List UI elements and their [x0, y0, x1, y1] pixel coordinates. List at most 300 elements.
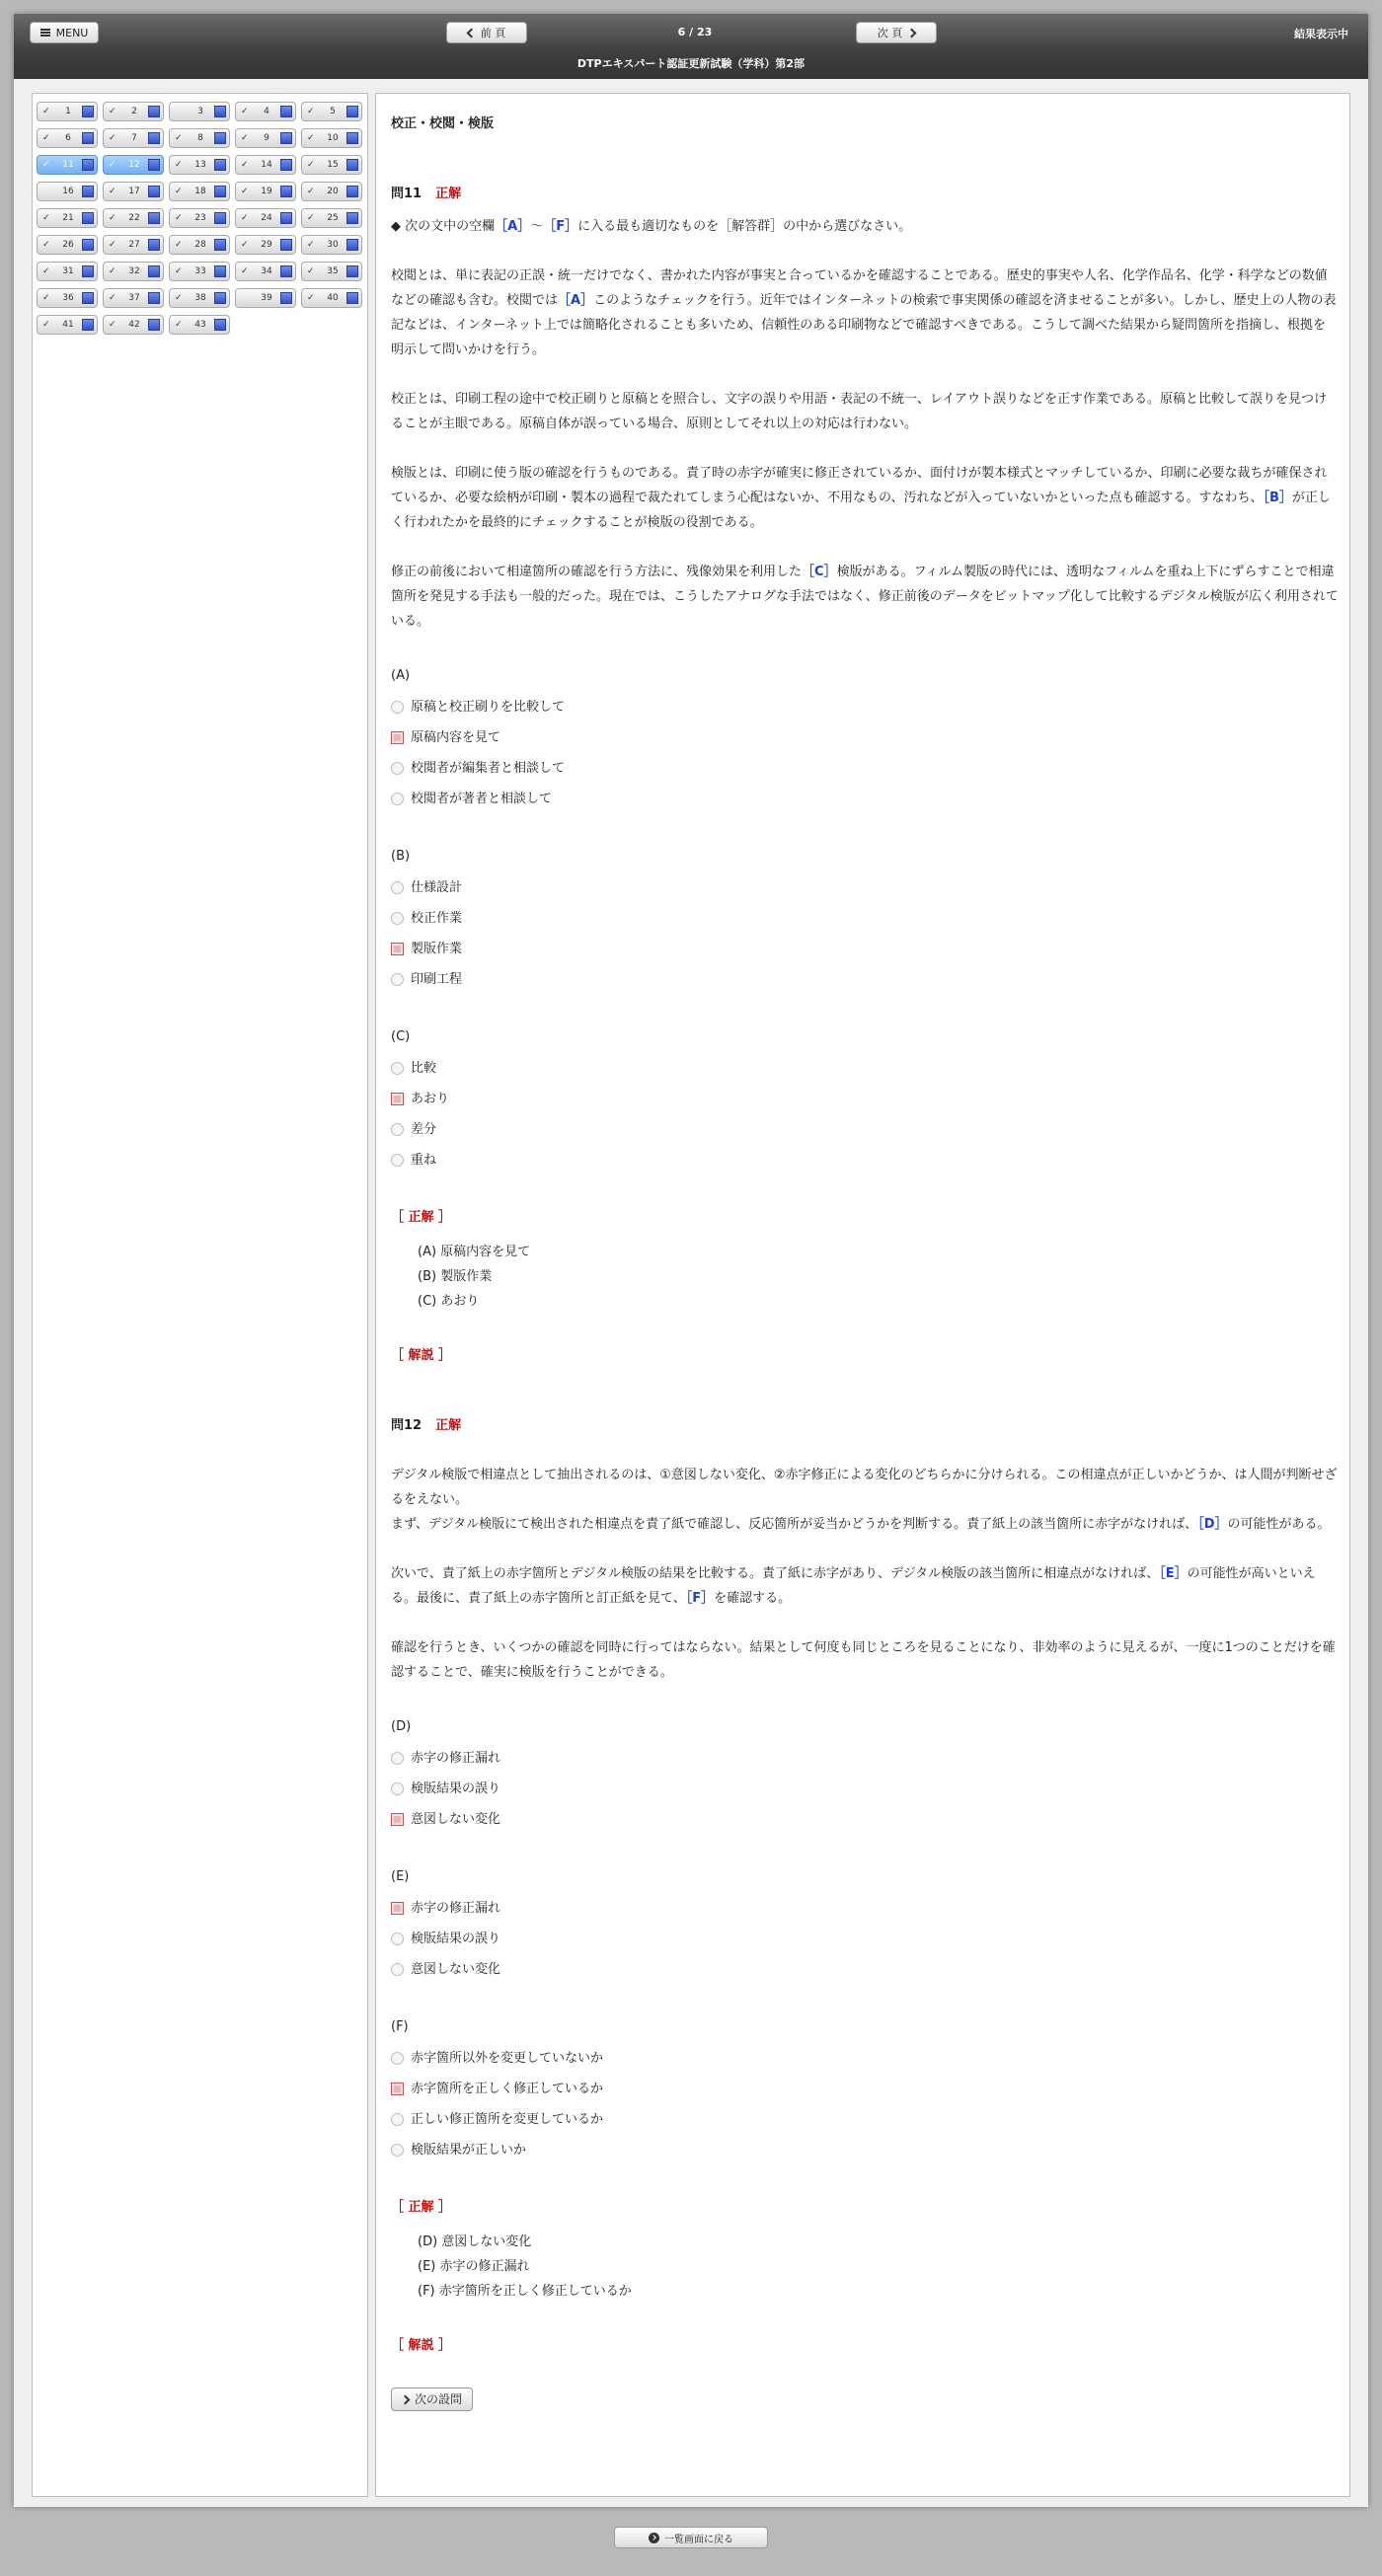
question-button-18[interactable]: [169, 182, 230, 201]
answer-option[interactable]: [391, 1114, 1339, 1145]
option-label: 意図しない変化: [411, 1962, 501, 1977]
option-label: 赤字箇所以外を変更していないか: [411, 2051, 604, 2066]
question-grid: [37, 102, 365, 335]
bookmark-flag-icon: [82, 292, 94, 304]
answer-option[interactable]: [391, 1084, 1339, 1114]
question-number: 39: [261, 293, 272, 303]
answer-option[interactable]: [391, 784, 1339, 814]
question-11-passage: [391, 264, 1339, 634]
question-number: 1: [65, 107, 71, 116]
question-button-31[interactable]: [37, 262, 98, 281]
passage-text: 検版がある。フィルム製版の時代には、透明なフィルムを重ね上下にずらすことで相違箇所を発見する手法も一般的だった。現在では、こうしたアナログな手法ではなく、修正前後のデータをビットマップ化して比較するデジタル検版が広く利用されている。: [391, 565, 1339, 629]
explanation-header: ［ 解説 ］: [391, 2338, 452, 2353]
question-button-11[interactable]: [37, 155, 98, 175]
option-label: 仕様設計: [411, 880, 463, 895]
bookmark-flag-icon: [346, 159, 358, 171]
question-12-choices: [391, 1714, 1339, 2165]
answer-option[interactable]: [391, 1924, 1339, 1954]
check-icon: ✓: [307, 107, 315, 116]
radio-icon: [391, 881, 404, 894]
back-to-list-button[interactable]: [614, 2527, 768, 2548]
check-icon: ✓: [42, 293, 50, 303]
question-12-passage: [391, 1463, 1339, 1685]
passage-text: 確認を行うとき、いくつかの確認を同時に行ってはならない。結果として何度も同じところを見ることになり、非効率のように見えるが、一度に1つのことだけを確認することで、確実に検版を行うことができる。: [391, 1640, 1336, 1680]
question-number: 26: [62, 240, 74, 250]
option-label: 検版結果の誤り: [411, 1781, 501, 1796]
question-button-9[interactable]: [235, 128, 296, 148]
question-number: 8: [197, 133, 203, 143]
bookmark-flag-icon: [214, 319, 226, 331]
question-button-33[interactable]: [169, 262, 230, 281]
explanation-header: ［ 解説 ］: [391, 1348, 452, 1363]
question-button-36[interactable]: [37, 288, 98, 308]
question-button-15[interactable]: [301, 155, 362, 175]
radio-icon: [391, 793, 404, 805]
question-button-40[interactable]: [301, 288, 362, 308]
question-button-26[interactable]: [37, 235, 98, 255]
menu-label: MENU: [55, 26, 89, 39]
question-button-41[interactable]: [37, 315, 98, 335]
bookmark-flag-icon: [148, 106, 160, 117]
radio-icon: [391, 1154, 404, 1167]
prev-page-button[interactable]: [446, 22, 527, 43]
correct-answer-item: (E) 赤字の修正漏れ: [418, 2259, 530, 2274]
option-label: 校閲者が著者と相談して: [411, 792, 553, 806]
question-number: 10: [327, 133, 339, 143]
answer-option[interactable]: [391, 2135, 1339, 2165]
answer-group: [391, 844, 1339, 995]
question-button-8[interactable]: [169, 128, 230, 148]
question-button-13[interactable]: [169, 155, 230, 175]
check-icon: ✓: [109, 107, 116, 116]
question-button-39[interactable]: [235, 288, 296, 308]
passage-text: 修正の前後において相違箇所の確認を行う方法に、残像効果を利用した: [391, 565, 803, 579]
answer-option[interactable]: [391, 1804, 1339, 1835]
check-icon: ✓: [241, 133, 249, 143]
question-number: 23: [194, 213, 206, 223]
bookmark-flag-icon: [214, 106, 226, 117]
question-number: 14: [261, 160, 272, 170]
passage-text: の可能性が高いといえる。最後に、責了紙上の赤字箇所と訂正紙を見て、: [391, 1566, 1316, 1606]
passage-paragraph: [391, 1463, 1339, 1537]
question-number: 35: [327, 266, 339, 276]
question-button-20[interactable]: [301, 182, 362, 201]
bookmark-flag-icon: [82, 212, 94, 224]
passage-paragraph: [391, 461, 1339, 535]
answer-option[interactable]: [391, 1743, 1339, 1774]
question-button-34[interactable]: [235, 262, 296, 281]
option-label: 印刷工程: [411, 972, 463, 987]
question-button-12[interactable]: [103, 155, 164, 175]
question-button-30[interactable]: [301, 235, 362, 255]
radio-icon: [391, 1782, 404, 1795]
passage-text: 校閲とは、単に表記の正誤・統一だけでなく、書かれた内容が事実と合っているかを確認することである。歴史的事実や人名、化学作品名、化学・科学などの数値などの確認も含む。校閲では: [391, 268, 1328, 308]
question-button-25[interactable]: [301, 208, 362, 228]
result-badge: 正解: [435, 187, 462, 201]
passage-paragraph: [391, 1635, 1339, 1685]
next-page-button[interactable]: [856, 22, 937, 43]
question-button-5[interactable]: [301, 102, 362, 121]
blank-marker: ［A］: [558, 293, 594, 308]
question-number: 24: [261, 213, 272, 223]
bookmark-flag-icon: [346, 265, 358, 277]
answer-option[interactable]: [391, 1893, 1339, 1924]
option-label: 検版結果が正しいか: [411, 2143, 527, 2158]
question-number: 16: [62, 187, 74, 196]
question-navigator: [32, 93, 368, 2497]
check-icon: ✓: [241, 266, 249, 276]
check-icon: ✓: [42, 240, 50, 250]
passage-text: の可能性がある。: [1227, 1517, 1331, 1532]
bookmark-flag-icon: [280, 239, 292, 251]
blank-marker: ［E］: [1159, 1566, 1188, 1581]
radio-icon: [391, 762, 404, 775]
radio-icon: [391, 1062, 404, 1075]
option-label: 比較: [411, 1061, 437, 1076]
option-label: 製版作業: [411, 942, 463, 956]
check-icon: ✓: [109, 293, 116, 303]
question-number: 21: [62, 213, 74, 223]
selected-answer-icon: [391, 1093, 404, 1105]
passage-text: デジタル検版で相違点として抽出されるのは、①意図しない変化、②赤字修正による変化のどちらかに分けられる。この相違点が正しいかどうか、は人間が判断せざるをえない。: [391, 1468, 1338, 1507]
bookmark-flag-icon: [148, 239, 160, 251]
check-icon: ✓: [307, 293, 315, 303]
check-icon: ✓: [42, 266, 50, 276]
check-icon: ✓: [241, 240, 249, 250]
menu-icon: [40, 29, 50, 37]
answer-option[interactable]: [391, 722, 1339, 753]
radio-icon: [391, 1123, 404, 1136]
question-number: 5: [330, 107, 336, 116]
question-instruction: [391, 214, 1339, 239]
question-button-16[interactable]: [37, 182, 98, 201]
bookmark-flag-icon: [148, 212, 160, 224]
passage-paragraph: [391, 1561, 1339, 1611]
question-button-22[interactable]: [103, 208, 164, 228]
answer-option[interactable]: [391, 903, 1339, 934]
question-number: 20: [327, 187, 339, 196]
check-icon: ✓: [109, 213, 116, 223]
bookmark-flag-icon: [82, 265, 94, 277]
check-icon: ✓: [307, 240, 315, 250]
question-number: 36: [62, 293, 74, 303]
question-12-header: [391, 1413, 1339, 1438]
option-label: 赤字の修正漏れ: [411, 1751, 501, 1766]
option-label: 正しい修正箇所を変更しているか: [411, 2112, 604, 2127]
answer-option[interactable]: [391, 2074, 1339, 2104]
question-number: 27: [128, 240, 140, 250]
question-number: 7: [131, 133, 137, 143]
option-label: 原稿と校正刷りを比較して: [411, 700, 566, 715]
question-number: 33: [194, 266, 206, 276]
blank-marker: ［F］: [685, 1591, 715, 1606]
bookmark-flag-icon: [214, 159, 226, 171]
passage-text: 校正とは、印刷工程の途中で校正刷りと原稿とを照合し、文字の誤りや用語・表記の不統一、レイアウト誤りなどを正す作業である。原稿と比較して誤りを見つけることが主眼である。原稿自体が誤っている場合、原則としてそれ以上の対応は行わない。: [391, 392, 1327, 431]
question-button-17[interactable]: [103, 182, 164, 201]
bookmark-flag-icon: [148, 265, 160, 277]
question-number: 12: [128, 160, 140, 170]
chevron-right-icon: [401, 2394, 411, 2404]
check-icon: ✓: [109, 187, 116, 196]
selected-answer-icon: [391, 731, 404, 744]
question-button-38[interactable]: [169, 288, 230, 308]
answer-group-label: (C): [391, 1029, 411, 1044]
option-label: 赤字箇所を正しく修正しているか: [411, 2082, 604, 2096]
answer-option[interactable]: [391, 1053, 1339, 1084]
passage-paragraph: [391, 560, 1339, 634]
answer-option[interactable]: [391, 692, 1339, 722]
question-number: 38: [194, 293, 206, 303]
radio-icon: [391, 912, 404, 925]
answer-option[interactable]: [391, 934, 1339, 964]
question-button-3[interactable]: [169, 102, 230, 121]
check-icon: ✓: [175, 293, 183, 303]
question-number: 6: [65, 133, 71, 143]
question-button-1[interactable]: [37, 102, 98, 121]
question-number: 34: [261, 266, 272, 276]
answer-group: [391, 2014, 1339, 2165]
check-icon: ✓: [307, 213, 315, 223]
bookmark-flag-icon: [280, 186, 292, 197]
question-number: 28: [194, 240, 206, 250]
answer-option[interactable]: [391, 1954, 1339, 1985]
bookmark-flag-icon: [346, 132, 358, 144]
check-icon: ✓: [42, 133, 50, 143]
question-button-24[interactable]: [235, 208, 296, 228]
radio-icon: [391, 1932, 404, 1945]
radio-icon: [391, 1752, 404, 1765]
question-number: 17: [128, 187, 140, 196]
question-number: 22: [128, 213, 140, 223]
check-icon: ✓: [42, 213, 50, 223]
bookmark-flag-icon: [280, 106, 292, 117]
question-button-21[interactable]: [37, 208, 98, 228]
bookmark-flag-icon: [280, 159, 292, 171]
correct-answer-item: (A) 原稿内容を見て: [418, 1245, 531, 1259]
bookmark-flag-icon: [346, 292, 358, 304]
check-icon: ✓: [175, 320, 183, 330]
check-icon: ✓: [175, 187, 183, 196]
header-bar: [14, 14, 1368, 79]
check-icon: ✓: [175, 213, 183, 223]
option-label: あおり: [411, 1092, 450, 1106]
check-icon: ✓: [307, 160, 315, 170]
check-icon: ✓: [175, 160, 183, 170]
check-icon: ✓: [241, 107, 249, 116]
prev-page-label: 前 頁: [480, 27, 506, 39]
bookmark-flag-icon: [148, 132, 160, 144]
check-icon: ✓: [109, 133, 116, 143]
question-button-32[interactable]: [103, 262, 164, 281]
question-content: [391, 112, 1339, 2412]
answer-group-label: (E): [391, 1869, 410, 1884]
bookmark-flag-icon: [280, 212, 292, 224]
question-button-29[interactable]: [235, 235, 296, 255]
bookmark-flag-icon: [214, 186, 226, 197]
check-icon: ✓: [109, 320, 116, 330]
passage-text: ◆ 次の文中の空欄: [391, 219, 496, 234]
check-icon: ✓: [42, 107, 50, 116]
radio-icon: [391, 701, 404, 714]
radio-icon: [391, 1963, 404, 1976]
question-button-7[interactable]: [103, 128, 164, 148]
bookmark-flag-icon: [82, 132, 94, 144]
check-icon: ✓: [109, 266, 116, 276]
next-question-label: 次の設問: [415, 2391, 463, 2406]
question-number: 3: [197, 107, 203, 116]
question-number: 43: [194, 320, 206, 330]
passage-text: 次いで、責了紙上の赤字箇所とデジタル検版の結果を比較する。責了紙に赤字があり、デジタル検版の該当箇所に相違点がなければ、: [391, 1566, 1160, 1581]
answer-group: [391, 1714, 1339, 1835]
bookmark-flag-icon: [148, 186, 160, 197]
question-button-35[interactable]: [301, 262, 362, 281]
page-indicator: 6 / 23: [677, 26, 713, 38]
radio-icon: [391, 2113, 404, 2126]
check-icon: ✓: [175, 266, 183, 276]
passage-paragraph: [391, 387, 1339, 436]
check-icon: ✓: [109, 160, 116, 170]
section-title: 校正・校閲・検版: [391, 116, 495, 131]
circle-arrow-icon: [649, 2533, 659, 2543]
answer-option[interactable]: [391, 2043, 1339, 2074]
question-button-23[interactable]: [169, 208, 230, 228]
question-number: 30: [327, 240, 339, 250]
question-button-43[interactable]: [169, 315, 230, 335]
question-button-37[interactable]: [103, 288, 164, 308]
answer-group: [391, 663, 1339, 814]
bookmark-flag-icon: [148, 159, 160, 171]
passage-text: を確認する。: [714, 1591, 792, 1606]
bookmark-flag-icon: [346, 239, 358, 251]
bookmark-flag-icon: [214, 239, 226, 251]
question-number: 問12: [391, 1418, 422, 1433]
question-number: 41: [62, 320, 74, 330]
blank-marker: ［C］: [802, 565, 837, 579]
correct-answer-list: [418, 1240, 1339, 1314]
bookmark-flag-icon: [82, 239, 94, 251]
back-to-list-label: 一覧画面に戻る: [664, 2534, 733, 2545]
answer-group-label: (A): [391, 668, 411, 683]
question-number: 31: [62, 266, 74, 276]
check-icon: ✓: [175, 240, 183, 250]
question-number: 40: [327, 293, 339, 303]
question-11-choices: [391, 663, 1339, 1175]
option-label: 校正作業: [411, 911, 463, 926]
question-button-14[interactable]: [235, 155, 296, 175]
question-button-4[interactable]: [235, 102, 296, 121]
selected-answer-icon: [391, 1813, 404, 1826]
check-icon: ✓: [241, 213, 249, 223]
correct-answer-item: (F) 赤字箇所を正しく修正しているか: [418, 2284, 632, 2299]
question-button-28[interactable]: [169, 235, 230, 255]
bookmark-flag-icon: [148, 319, 160, 331]
next-question-button[interactable]: [391, 2387, 473, 2411]
question-button-27[interactable]: [103, 235, 164, 255]
option-label: 赤字の修正漏れ: [411, 1901, 501, 1916]
question-number: 4: [264, 107, 269, 116]
app-frame: [14, 14, 1368, 2507]
question-number: 42: [128, 320, 140, 330]
check-icon: ✓: [175, 133, 183, 143]
correct-answer-header: ［ 正解 ］: [391, 2200, 452, 2215]
question-button-19[interactable]: [235, 182, 296, 201]
answer-option[interactable]: [391, 1145, 1339, 1175]
option-label: 検版結果の誤り: [411, 1932, 501, 1946]
selected-answer-icon: [391, 1902, 404, 1915]
question-number: 2: [131, 107, 137, 116]
option-label: 原稿内容を見て: [411, 730, 501, 745]
bookmark-flag-icon: [346, 186, 358, 197]
question-button-10[interactable]: [301, 128, 362, 148]
menu-button[interactable]: [30, 22, 99, 43]
check-icon: ✓: [109, 240, 116, 250]
correct-answer-header: ［ 正解 ］: [391, 1210, 452, 1225]
question-number: 37: [128, 293, 140, 303]
check-icon: ✓: [241, 187, 249, 196]
question-number: 9: [264, 133, 269, 143]
passage-text: に入る最も適切なものを［解答群］の中から選びなさい。: [577, 219, 912, 234]
bookmark-flag-icon: [148, 292, 160, 304]
answer-option[interactable]: [391, 753, 1339, 784]
bookmark-flag-icon: [82, 186, 94, 197]
radio-icon: [391, 2052, 404, 2065]
answer-option[interactable]: [391, 2104, 1339, 2135]
passage-text: 検版とは、印刷に使う版の確認を行うものである。責了時の赤字が確実に修正されているか、面付けが製本様式とマッチしているか、印刷に必要な裁ちが確保されているか、必要な絵柄が印刷・製本の過程で裁たれてしまう心配はないか、不用なもの、汚れなどが入っていないかといった点も確認する。すなわち、: [391, 466, 1328, 505]
option-label: 差分: [411, 1122, 437, 1137]
option-label: 校閲者が編集者と相談して: [411, 761, 566, 776]
passage-text: このようなチェックを行う。近年ではインターネットの検索で事実関係の確認を済ませることが多い。しかし、歴史上の人物の表記などは、インターネット上では簡略化されることも多いため、信頼性のある印刷物などで確認すべきである。こうして調べた結果から疑問箇所を指摘し、根拠を明示して問いかけを行う。: [391, 293, 1337, 357]
blank-marker: ［B］: [1263, 491, 1292, 505]
bookmark-flag-icon: [214, 212, 226, 224]
bookmark-flag-icon: [214, 292, 226, 304]
passage-text: まず、デジタル検版にて検出された相違点を責了紙で確認し、反応箇所が妥当かどうかを判断する。責了紙上の該当箇所に赤字がなければ、: [391, 1517, 1198, 1532]
bookmark-flag-icon: [346, 106, 358, 117]
passage-paragraph: [391, 264, 1339, 362]
bookmark-flag-icon: [82, 106, 94, 117]
option-label: 意図しない変化: [411, 1812, 501, 1827]
bookmark-flag-icon: [346, 212, 358, 224]
bookmark-flag-icon: [280, 265, 292, 277]
passage-text: が正しく行われたかを最終的にチェックすることが検版の役割である。: [391, 491, 1331, 530]
answer-option[interactable]: [391, 964, 1339, 995]
bookmark-flag-icon: [280, 292, 292, 304]
bookmark-flag-icon: [280, 132, 292, 144]
answer-option[interactable]: [391, 1774, 1339, 1804]
question-number: 11: [62, 160, 74, 170]
blank-marker: ［F］: [543, 219, 578, 234]
question-number: 29: [261, 240, 272, 250]
question-number: 25: [327, 213, 339, 223]
check-icon: ✓: [42, 320, 50, 330]
check-icon: ✓: [307, 266, 315, 276]
bookmark-flag-icon: [214, 265, 226, 277]
check-icon: ✓: [307, 187, 315, 196]
answer-group-label: (B): [391, 849, 411, 864]
question-button-2[interactable]: [103, 102, 164, 121]
question-11-header: [391, 182, 1339, 206]
answer-option[interactable]: [391, 872, 1339, 903]
answer-group: [391, 1024, 1339, 1175]
bookmark-flag-icon: [82, 319, 94, 331]
question-button-42[interactable]: [103, 315, 164, 335]
radio-icon: [391, 973, 404, 986]
status-text: 結果表示中: [1294, 28, 1348, 40]
chevron-left-icon: [466, 28, 476, 38]
correct-answer-item: (B) 製版作業: [418, 1269, 493, 1284]
answer-group: [391, 1864, 1339, 1985]
question-button-6[interactable]: [37, 128, 98, 148]
check-icon: ✓: [42, 160, 50, 170]
